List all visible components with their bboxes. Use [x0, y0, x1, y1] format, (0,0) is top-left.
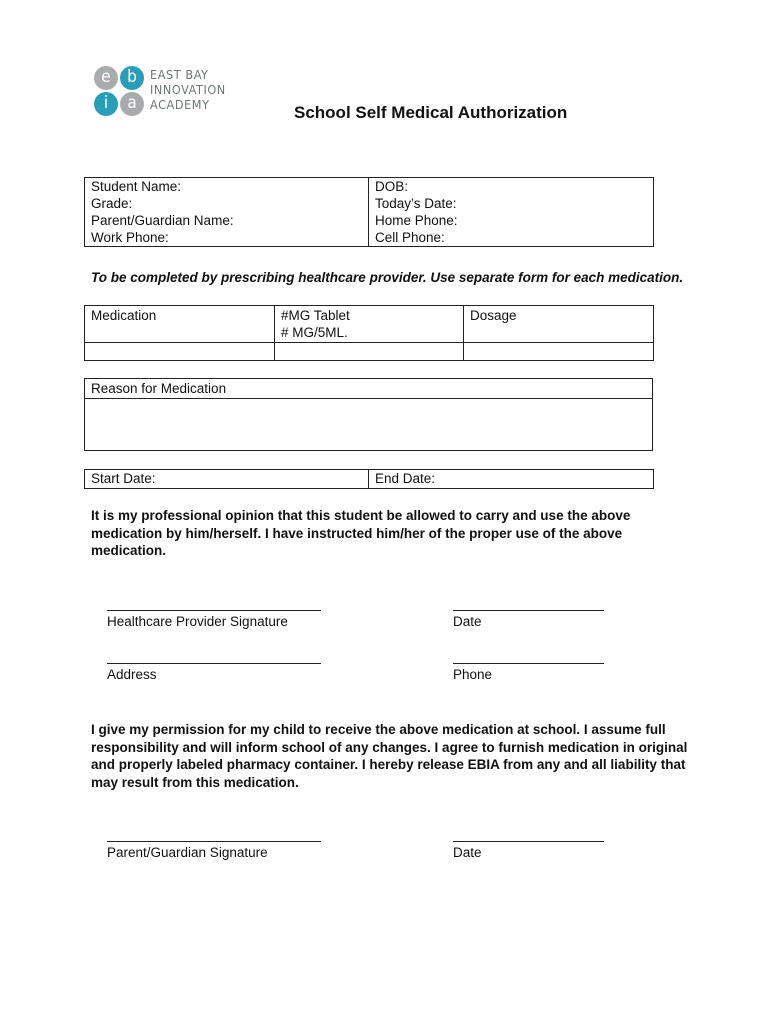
reason-box	[84, 378, 653, 451]
dosage-input-cell[interactable]	[464, 343, 654, 361]
medication-table	[84, 305, 654, 361]
reason-label: Reason for Medication	[85, 379, 652, 399]
provider-instruction: To be completed by prescribing healthcare provider. Use separate form for each medication.	[91, 270, 684, 285]
parent-signature-line[interactable]	[107, 841, 321, 842]
reason-input-area[interactable]	[85, 399, 652, 451]
provider-date-line[interactable]	[453, 610, 604, 611]
logo-school-name: EAST BAY INNOVATION ACADEMY	[150, 67, 226, 112]
medication-input-cell[interactable]	[85, 343, 275, 361]
logo-letter-e: e	[94, 66, 118, 90]
school-logo	[94, 66, 254, 118]
phone-label: Phone	[453, 667, 493, 682]
parent-guardian-name-field[interactable]: Parent/Guardian Name:	[85, 212, 369, 229]
table-row	[85, 195, 654, 212]
parent-date-line[interactable]	[453, 841, 604, 842]
table-row	[85, 470, 654, 489]
start-date-field[interactable]: Start Date:	[85, 470, 369, 489]
logo-letter-a: a	[120, 92, 144, 116]
parent-date-label: Date	[453, 845, 482, 860]
dosage-header: Dosage	[464, 306, 654, 343]
address-line[interactable]	[107, 663, 321, 664]
phone-line[interactable]	[453, 663, 604, 664]
table-row	[85, 212, 654, 229]
grade-field[interactable]: Grade:	[85, 195, 369, 212]
table-row	[85, 343, 654, 361]
parent-signature-label: Parent/Guardian Signature	[107, 845, 268, 860]
table-header-row	[85, 306, 654, 343]
cell-phone-field[interactable]: Cell Phone:	[369, 229, 654, 247]
dob-field[interactable]: DOB:	[369, 178, 654, 196]
dates-table	[84, 469, 654, 489]
provider-date-label: Date	[453, 614, 482, 629]
medication-header: Medication	[85, 306, 275, 343]
home-phone-field[interactable]: Home Phone:	[369, 212, 654, 229]
provider-opinion-statement: It is my professional opinion that this student be allowed to carry and use the above medication by him/herself. I have instructed him/her of the proper use of the above medication.	[91, 508, 631, 558]
todays-date-field[interactable]: Today’s Date:	[369, 195, 654, 212]
provider-signature-line[interactable]	[107, 610, 321, 611]
logo-letter-b: b	[120, 66, 144, 90]
provider-signature-label: Healthcare Provider Signature	[107, 614, 288, 629]
parent-permission-statement: I give my permission for my child to receive the above medication at school. I assume full responsibility and will inform school of any changes. I agree to furnish medication in original and properly labeled pharmacy container. I hereby release EBIA from any and all liability that may result from this medication.	[91, 722, 688, 790]
mg-input-cell[interactable]	[275, 343, 464, 361]
table-row	[85, 229, 654, 247]
student-info-table	[84, 177, 654, 247]
work-phone-field[interactable]: Work Phone:	[85, 229, 369, 247]
table-row	[85, 178, 654, 196]
logo-letter-i: i	[94, 92, 118, 116]
mg-header: #MG Tablet # MG/5ML.	[275, 306, 464, 343]
student-name-field[interactable]: Student Name:	[85, 178, 369, 196]
address-label: Address	[107, 667, 157, 682]
page-title: School Self Medical Authorization	[294, 103, 568, 122]
end-date-field[interactable]: End Date:	[369, 470, 654, 489]
